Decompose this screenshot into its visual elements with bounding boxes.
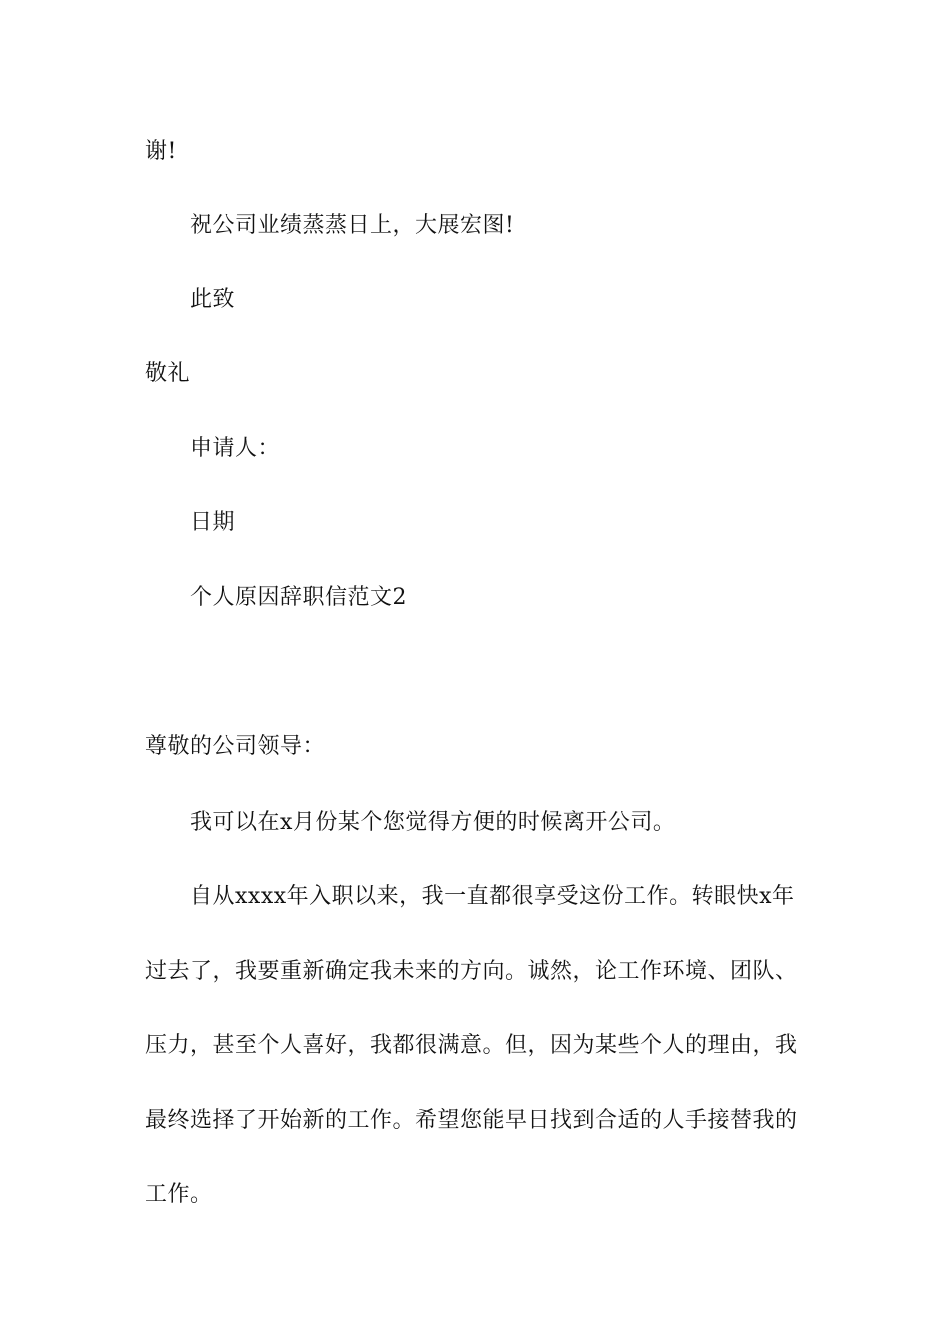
text-line-wishes: 祝公司业绩蒸蒸日上，大展宏图!	[190, 213, 515, 238]
text-line-closing: 此致	[190, 287, 236, 312]
paragraph-line: 压力，甚至个人喜好，我都很满意。但，因为某些个人的理由，我	[145, 1033, 798, 1058]
text-line-thanks: 谢!	[145, 139, 177, 164]
paragraph-line: 工作。	[145, 1182, 213, 1207]
section-heading: 个人原因辞职信范文2	[190, 585, 407, 610]
text-line-applicant: 申请人：	[190, 436, 281, 461]
paragraph-line: 过去了，我要重新确定我未来的方向。诚然，论工作环境、团队、	[145, 959, 798, 984]
text-line-greeting: 尊敬的公司领导：	[145, 734, 326, 759]
text-line-date: 日期	[190, 510, 236, 535]
paragraph-line: 自从xxxx年入职以来，我一直都很享受这份工作。转眼快x年	[190, 884, 795, 909]
text-line-salute: 敬礼	[145, 361, 191, 386]
paragraph-line: 我可以在x月份某个您觉得方便的时候离开公司。	[190, 810, 676, 835]
paragraph-line: 最终选择了开始新的工作。希望您能早日找到合适的人手接替我的	[145, 1108, 798, 1133]
